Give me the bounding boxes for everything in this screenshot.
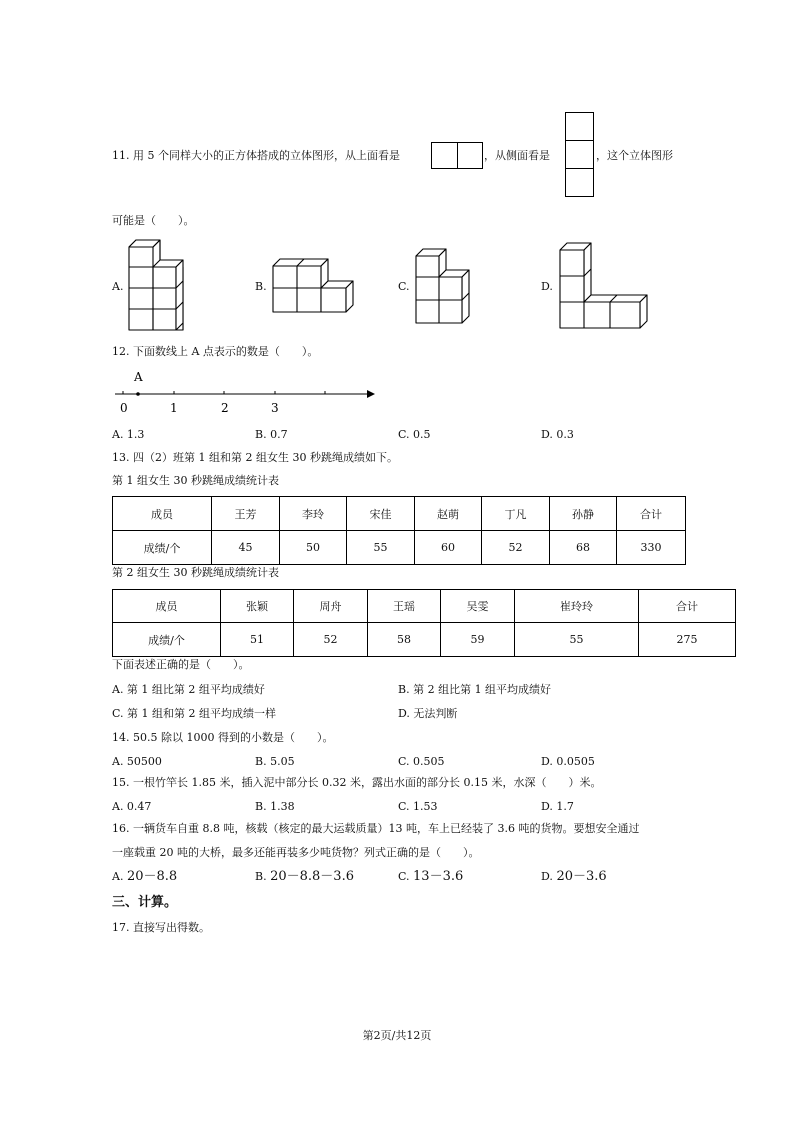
table-cell: 李玲 xyxy=(280,497,347,531)
q12-option-c[interactable]: C. 0.5 xyxy=(398,428,431,441)
cube-figures xyxy=(0,0,794,340)
number-line xyxy=(105,365,385,420)
q12-option-b[interactable]: B. 0.7 xyxy=(255,428,288,441)
table-cell: 55 xyxy=(515,623,639,657)
option-expression: 20－8.8 xyxy=(126,869,178,884)
q11-option-a-label: A. xyxy=(112,280,124,293)
score-table-group2 xyxy=(112,589,736,657)
tick-label: 0 xyxy=(120,401,128,415)
table-cell: 52 xyxy=(294,623,368,657)
cube-figure-b xyxy=(273,259,353,312)
q11-text-after: ，这个立体图形 xyxy=(596,149,673,162)
q15-option-c[interactable]: C. 1.53 xyxy=(398,800,438,813)
q15-text: 15. 一根竹竿长 1.85 米，插入泥中部分长 0.32 米，露出水面的部分长 0.15 米，水深（ ）米。 xyxy=(112,776,602,789)
q14-option-d[interactable]: D. 0.0505 xyxy=(541,755,595,768)
q16-line1: 16. 一辆货车自重 8.8 吨，核载（核定的最大运载质量）13 吨，车上已经装了 3.6 吨的货物。要想安全通过 xyxy=(112,822,640,835)
table-cell: 275 xyxy=(639,623,736,657)
q15-option-a[interactable]: A. 0.47 xyxy=(112,800,152,813)
q13-option-b[interactable]: B. 第 2 组比第 1 组平均成绩好 xyxy=(398,683,552,696)
q11-text-mid: ，从侧面看是 xyxy=(484,149,550,162)
table-cell: 合计 xyxy=(617,497,686,531)
table-cell: 孙静 xyxy=(550,497,617,531)
table1-caption: 第 1 组女生 30 秒跳绳成绩统计表 xyxy=(112,474,279,487)
table-cell: 52 xyxy=(482,531,550,565)
q11-option-c-label: C. xyxy=(398,280,410,293)
table-cell: 赵萌 xyxy=(415,497,482,531)
table-cell: 68 xyxy=(550,531,617,565)
q13-option-a[interactable]: A. 第 1 组比第 2 组平均成绩好 xyxy=(112,683,265,696)
option-letter: B. xyxy=(255,870,267,883)
q16-option-d[interactable] xyxy=(541,869,607,885)
q16-option-b[interactable] xyxy=(255,869,354,885)
table-cell: 崔玲玲 xyxy=(515,590,639,623)
table-cell: 成员 xyxy=(113,590,221,623)
q14-option-a[interactable]: A. 50500 xyxy=(112,755,162,768)
q16-option-c[interactable] xyxy=(398,869,463,885)
option-letter: D. xyxy=(541,870,553,883)
option-expression: 20－3.6 xyxy=(556,869,607,884)
table-cell: 55 xyxy=(347,531,415,565)
table-row xyxy=(113,623,736,657)
cube-figure-c xyxy=(416,249,469,323)
table-cell: 51 xyxy=(221,623,294,657)
table-cell: 成员 xyxy=(113,497,212,531)
tick-label: 1 xyxy=(170,401,178,415)
table-cell: 宋佳 xyxy=(347,497,415,531)
option-letter: C. xyxy=(398,870,410,883)
table-cell: 50 xyxy=(280,531,347,565)
q11-option-b-label: B. xyxy=(255,280,267,293)
table-header-row xyxy=(113,590,736,623)
q16-option-a[interactable] xyxy=(112,869,177,885)
point-a-label: A xyxy=(134,370,143,384)
tick-label: 2 xyxy=(221,401,229,415)
q15-option-d[interactable]: D. 1.7 xyxy=(541,800,574,813)
table-cell: 王瑶 xyxy=(368,590,441,623)
option-expression: 20－8.8－3.6 xyxy=(270,869,354,884)
q14-option-b[interactable]: B. 5.05 xyxy=(255,755,295,768)
cube-figure-a xyxy=(129,240,183,330)
table-cell: 成绩/个 xyxy=(113,531,212,565)
q12-option-d[interactable]: D. 0.3 xyxy=(541,428,574,441)
page-footer: 第2页/共12页 xyxy=(362,1029,432,1042)
table-cell: 58 xyxy=(368,623,441,657)
table-cell: 王芳 xyxy=(212,497,280,531)
q16-line2: 一座载重 20 吨的大桥，最多还能再装多少吨货物？列式正确的是（ ）。 xyxy=(112,846,480,859)
section-heading: 三、计算。 xyxy=(112,895,178,910)
q12-text: 12. 下面数线上 A 点表示的数是（ ）。 xyxy=(112,345,319,358)
score-table-group1 xyxy=(112,496,686,565)
table-cell: 60 xyxy=(415,531,482,565)
table-cell: 45 xyxy=(212,531,280,565)
cube-figure-d xyxy=(560,243,647,328)
q14-text: 14. 50.5 除以 1000 得到的小数是（ ）。 xyxy=(112,731,334,744)
table-cell: 吴雯 xyxy=(441,590,515,623)
table-cell: 丁凡 xyxy=(482,497,550,531)
table-cell: 周舟 xyxy=(294,590,368,623)
q11-text-before: 11. 用 5 个同样大小的正方体搭成的立体图形，从上面看是 xyxy=(112,149,400,162)
option-expression: 13－3.6 xyxy=(413,869,464,884)
q13-option-d[interactable]: D. 无法判断 xyxy=(398,707,458,720)
table-cell: 成绩/个 xyxy=(113,623,221,657)
q17-text: 17. 直接写出得数。 xyxy=(112,921,210,934)
point-a xyxy=(136,392,140,396)
tick-label: 3 xyxy=(271,401,279,415)
table-cell: 合计 xyxy=(639,590,736,623)
option-letter: A. xyxy=(112,870,124,883)
table-row xyxy=(113,531,686,565)
q11-line2: 可能是（ ）。 xyxy=(112,214,195,227)
table-cell: 张颖 xyxy=(221,590,294,623)
q13-question: 下面表述正确的是（ ）。 xyxy=(112,658,250,671)
table-header-row xyxy=(113,497,686,531)
q11-option-d-label: D. xyxy=(541,280,553,293)
table-cell: 59 xyxy=(441,623,515,657)
q15-option-b[interactable]: B. 1.38 xyxy=(255,800,295,813)
q13-option-c[interactable]: C. 第 1 组和第 2 组平均成绩一样 xyxy=(112,707,277,720)
table2-caption: 第 2 组女生 30 秒跳绳成绩统计表 xyxy=(112,566,279,579)
q12-option-a[interactable]: A. 1.3 xyxy=(112,428,145,441)
q14-option-c[interactable]: C. 0.505 xyxy=(398,755,445,768)
table-cell: 330 xyxy=(617,531,686,565)
q13-text: 13. 四（2）班第 1 组和第 2 组女生 30 秒跳绳成绩如下。 xyxy=(112,451,398,464)
